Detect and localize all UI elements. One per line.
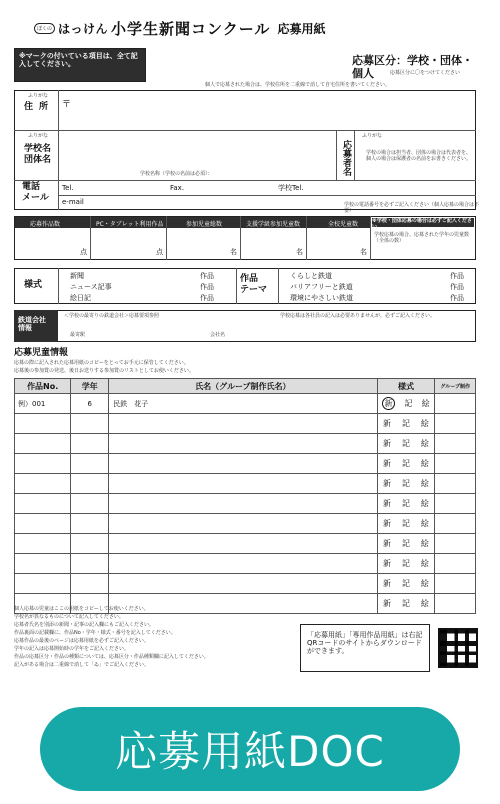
entry-row xyxy=(15,514,476,534)
logo-text: はっけん xyxy=(58,22,109,36)
footer-note: 個人応募の児童はここの用紙をコピーしてお使いください。 xyxy=(14,606,149,612)
format-opt[interactable]: 記 xyxy=(401,459,410,468)
fax-label: Fax. xyxy=(170,184,185,192)
category-sub: 応募区分に〇をつけてください xyxy=(390,70,461,76)
format-opt[interactable]: 記 xyxy=(401,579,410,588)
format-opt: 記 xyxy=(404,399,413,408)
railway-note: 学校応募は各社員の記入は必要ありませんが、必ずご記入ください。 xyxy=(280,313,436,319)
format-unit-2: 作品 xyxy=(200,283,214,291)
entry-no-input[interactable] xyxy=(15,474,71,494)
footer-notes xyxy=(14,606,294,670)
company-label: 会社名 xyxy=(210,332,226,338)
name-input[interactable] xyxy=(109,554,377,574)
format-opt[interactable]: 新 xyxy=(383,579,392,588)
group-check[interactable] xyxy=(435,494,476,514)
group-check[interactable] xyxy=(435,594,476,614)
format-cell[interactable] xyxy=(377,454,435,474)
rep-note: 学校の場合は担当者、団体の場合は代表者を、個人の場合は保護者の名前をお書きください。 xyxy=(366,150,472,162)
required-notice: ※マークの付いている項目は、全て記入してください。 xyxy=(14,48,146,82)
format-cell[interactable] xyxy=(377,574,435,594)
format-opt[interactable]: 絵 xyxy=(420,599,429,608)
format-opt[interactable]: 記 xyxy=(401,519,410,528)
format-cell[interactable] xyxy=(377,554,435,574)
group-check[interactable] xyxy=(435,434,476,454)
theme-barrier-free: バリアフリーと鉄道 xyxy=(290,283,353,291)
contest-logo xyxy=(34,18,325,39)
format-unit-1: 作品 xyxy=(200,272,214,280)
form-subtitle: 応募用紙 xyxy=(277,22,326,36)
format-news-article: ニュース記事 xyxy=(70,283,112,291)
address-furigana-label: ふりがな xyxy=(28,93,49,99)
col-format: 様式 xyxy=(377,379,435,394)
stats-header-participants: 参加児童総数 xyxy=(186,221,223,228)
stats-unit-3: 名 xyxy=(230,248,237,256)
format-opt[interactable]: 絵 xyxy=(420,439,429,448)
grade-input[interactable] xyxy=(71,454,109,474)
entry-form xyxy=(10,14,480,686)
format-opt[interactable]: 絵 xyxy=(420,459,429,468)
name-input[interactable] xyxy=(109,514,377,534)
entries-table xyxy=(14,378,476,614)
entry-no-input[interactable] xyxy=(15,494,71,514)
name-input[interactable] xyxy=(109,574,377,594)
group-check[interactable] xyxy=(435,574,476,594)
format-unit-3: 作品 xyxy=(200,294,214,302)
qr-code-icon[interactable] xyxy=(438,628,478,668)
format-cell[interactable] xyxy=(377,474,435,494)
col-group: グループ制作 xyxy=(435,379,476,394)
category-note: 個人で応募された場合は、学校住所を二重線で消して自宅住所を書いてください。 xyxy=(205,82,391,88)
format-opt[interactable]: 新 xyxy=(383,539,392,548)
school-code-note: 学校名称（学校の名前は必須）： xyxy=(140,171,213,177)
format-opt[interactable]: 絵 xyxy=(420,479,429,488)
category-label: 応募区分：学校・団体・個人 xyxy=(352,54,473,80)
rep-label: 応募者名 xyxy=(341,140,351,176)
entry-row xyxy=(15,554,476,574)
format-cell[interactable] xyxy=(377,414,435,434)
footer-note: 記入がある場合は二重線で消して「ゐ」でご記入ください。 xyxy=(14,662,150,668)
format-opt[interactable]: 新 xyxy=(383,599,392,608)
format-opt[interactable]: 絵 xyxy=(420,499,429,508)
format-opt[interactable]: 新 xyxy=(383,419,392,428)
stats-required-title: ※学校・団体応募の場合は必ずご記入ください xyxy=(372,218,474,227)
entries-instruction-2: 応募後の参加賞の発送、後日お送りする参加賞のリストとしてお使いください。 xyxy=(14,368,194,374)
format-newspaper: 新聞 xyxy=(70,272,84,280)
theme-eco: 環境にやさしい鉄道 xyxy=(290,294,353,302)
entry-row xyxy=(15,574,476,594)
name-input[interactable] xyxy=(109,474,377,494)
footer-note: 作品の応募区分・作品の種類については、応募区分・作品種類欄に記入してください。 xyxy=(14,654,209,660)
format-cell[interactable] xyxy=(377,434,435,454)
entry-no-input[interactable] xyxy=(15,414,71,434)
format-cell[interactable] xyxy=(377,534,435,554)
entry-row xyxy=(15,474,476,494)
entry-no-input[interactable] xyxy=(15,574,71,594)
group-check[interactable] xyxy=(435,454,476,474)
download-box xyxy=(300,624,430,672)
stats-header-support: 支援学級参加児童数 xyxy=(246,221,301,228)
school-name-input[interactable] xyxy=(62,136,332,166)
contact-note: 学校の電話番号を必ずご記入ください（個人応募の場合は不要） xyxy=(344,202,480,214)
format-opt[interactable]: 記 xyxy=(401,599,410,608)
grade-input[interactable] xyxy=(71,554,109,574)
group-check[interactable] xyxy=(435,534,476,554)
format-opt[interactable]: 新 xyxy=(383,559,392,568)
stats-unit-2: 点 xyxy=(156,248,163,256)
grade-input[interactable] xyxy=(71,534,109,554)
grade-input[interactable] xyxy=(71,434,109,454)
footer-note: 学校名が異なるものについて記入してください。 xyxy=(14,614,124,620)
school-tel-label: 学校Tel. xyxy=(278,184,304,192)
format-cell[interactable] xyxy=(377,494,435,514)
stats-header-entries: 応募作品数 xyxy=(30,221,61,228)
stats-unit-4: 名 xyxy=(296,248,303,256)
grade-input[interactable] xyxy=(71,514,109,534)
school-label: 学校名 団体名 xyxy=(24,144,52,165)
format-picture-diary: 絵日記 xyxy=(70,294,91,302)
stats-required-note: 学校応募の場合、応募された学年の児童数（全体の数） xyxy=(374,232,470,244)
format-opt-circled: 新 xyxy=(382,397,395,410)
stats-unit-5: 名 xyxy=(360,248,367,256)
entry-no-input[interactable] xyxy=(15,514,71,534)
format-opt[interactable]: 絵 xyxy=(420,419,429,428)
footer-note: 作品裏面の記載欄に、作品No・学年・様式・番号を記入してください。 xyxy=(14,630,176,636)
station-label: 最寄駅 xyxy=(70,332,86,338)
example-name: 民鉄 花子 xyxy=(109,394,377,414)
group-check[interactable] xyxy=(435,414,476,434)
stats-header-pc: PC・タブレット利用作品 xyxy=(96,221,164,228)
col-name: 氏名（グループ制作氏名） xyxy=(109,379,377,394)
logo-badge: ぼくの xyxy=(34,23,55,34)
name-input[interactable] xyxy=(109,454,377,474)
format-opt[interactable]: 新 xyxy=(383,459,392,468)
name-input[interactable] xyxy=(109,434,377,454)
name-input[interactable] xyxy=(109,414,377,434)
contact-label: 電話 メール xyxy=(22,182,49,203)
entry-row xyxy=(15,494,476,514)
footer-note: 応募作品の最後のページは応募用紙を必ずご記入ください。 xyxy=(14,638,149,644)
format-opt[interactable]: 記 xyxy=(401,559,410,568)
theme-unit-3: 作品 xyxy=(450,294,464,302)
rep-furigana-label: ふりがな xyxy=(362,133,383,139)
format-opt[interactable]: 記 xyxy=(401,439,410,448)
railway-question: ＜学校の最寄りの鉄道会社＞応募要項参照 xyxy=(64,313,160,319)
stats-unit-1: 点 xyxy=(80,248,87,256)
name-input[interactable] xyxy=(109,494,377,514)
grade-input[interactable] xyxy=(71,414,109,434)
grade-input[interactable] xyxy=(71,494,109,514)
format-opt[interactable]: 絵 xyxy=(420,519,429,528)
download-text: 「応募用紙」「専用作品用紙」は右記QRコードのサイトからダウンロードができます。 xyxy=(307,631,423,655)
group-check[interactable] xyxy=(435,554,476,574)
theme-daily-life: くらしと鉄道 xyxy=(290,272,332,280)
email-label: e-mail xyxy=(62,198,84,206)
format-cell[interactable] xyxy=(377,514,435,534)
name-input[interactable] xyxy=(109,534,377,554)
format-opt[interactable]: 新 xyxy=(383,479,392,488)
format-opt[interactable]: 記 xyxy=(401,539,410,548)
entry-no-input[interactable] xyxy=(15,534,71,554)
theme-label: 作品 テーマ xyxy=(240,274,268,295)
format-opt[interactable]: 記 xyxy=(401,499,410,508)
entry-no-input[interactable] xyxy=(15,434,71,454)
entry-row xyxy=(15,454,476,474)
entry-row xyxy=(15,414,476,434)
col-entry-no: 作品No. xyxy=(15,379,71,394)
example-grade: 6 xyxy=(71,394,109,414)
format-opt[interactable]: 絵 xyxy=(420,579,429,588)
grade-input[interactable] xyxy=(71,474,109,494)
postal-mark: 〒 xyxy=(62,100,72,110)
example-no: 例）001 xyxy=(15,394,71,414)
railway-label: 鉄道会社 情報 xyxy=(18,316,46,332)
stats-header-school-total: 全校児童数 xyxy=(328,221,359,228)
entry-row xyxy=(15,534,476,554)
format-opt[interactable]: 記 xyxy=(401,419,410,428)
footer-note: 応募者氏名を別添の新聞・記事の記入欄にもご記入ください。 xyxy=(14,622,155,628)
form-title: 小学生新聞コンクール xyxy=(111,20,271,38)
grade-input[interactable] xyxy=(71,574,109,594)
school-furigana-label: ふりがな xyxy=(28,133,49,139)
address-label: 住所 xyxy=(24,102,55,112)
format-opt: 絵 xyxy=(421,399,430,408)
tel-label: Tel. xyxy=(62,184,74,192)
entry-example-row xyxy=(15,394,476,414)
format-opt[interactable]: 記 xyxy=(401,479,410,488)
entries-instruction-1: 応募の際に記入された応募用紙のコピーをとってお手元に保管してください。 xyxy=(14,360,189,366)
entry-row xyxy=(15,434,476,454)
format-opt[interactable]: 新 xyxy=(383,439,392,448)
format-opt[interactable]: 絵 xyxy=(420,539,429,548)
entry-no-input[interactable] xyxy=(15,554,71,574)
format-opt[interactable]: 新 xyxy=(383,519,392,528)
format-opt[interactable]: 絵 xyxy=(420,559,429,568)
group-check[interactable] xyxy=(435,474,476,494)
download-doc-button[interactable]: 応募用紙DOC xyxy=(40,707,460,791)
footer-note: 学年の記入は応募開始時の学年をご記入ください。 xyxy=(14,646,130,652)
format-opt[interactable]: 新 xyxy=(383,499,392,508)
entries-title: 応募児童情報 xyxy=(14,348,69,358)
format-cell[interactable] xyxy=(377,594,435,614)
col-grade: 学年 xyxy=(71,379,109,394)
group-check[interactable] xyxy=(435,514,476,534)
entry-no-input[interactable] xyxy=(15,454,71,474)
format-label: 様式 xyxy=(24,280,43,290)
theme-unit-2: 作品 xyxy=(450,283,464,291)
address-input[interactable] xyxy=(74,100,472,114)
theme-unit-1: 作品 xyxy=(450,272,464,280)
